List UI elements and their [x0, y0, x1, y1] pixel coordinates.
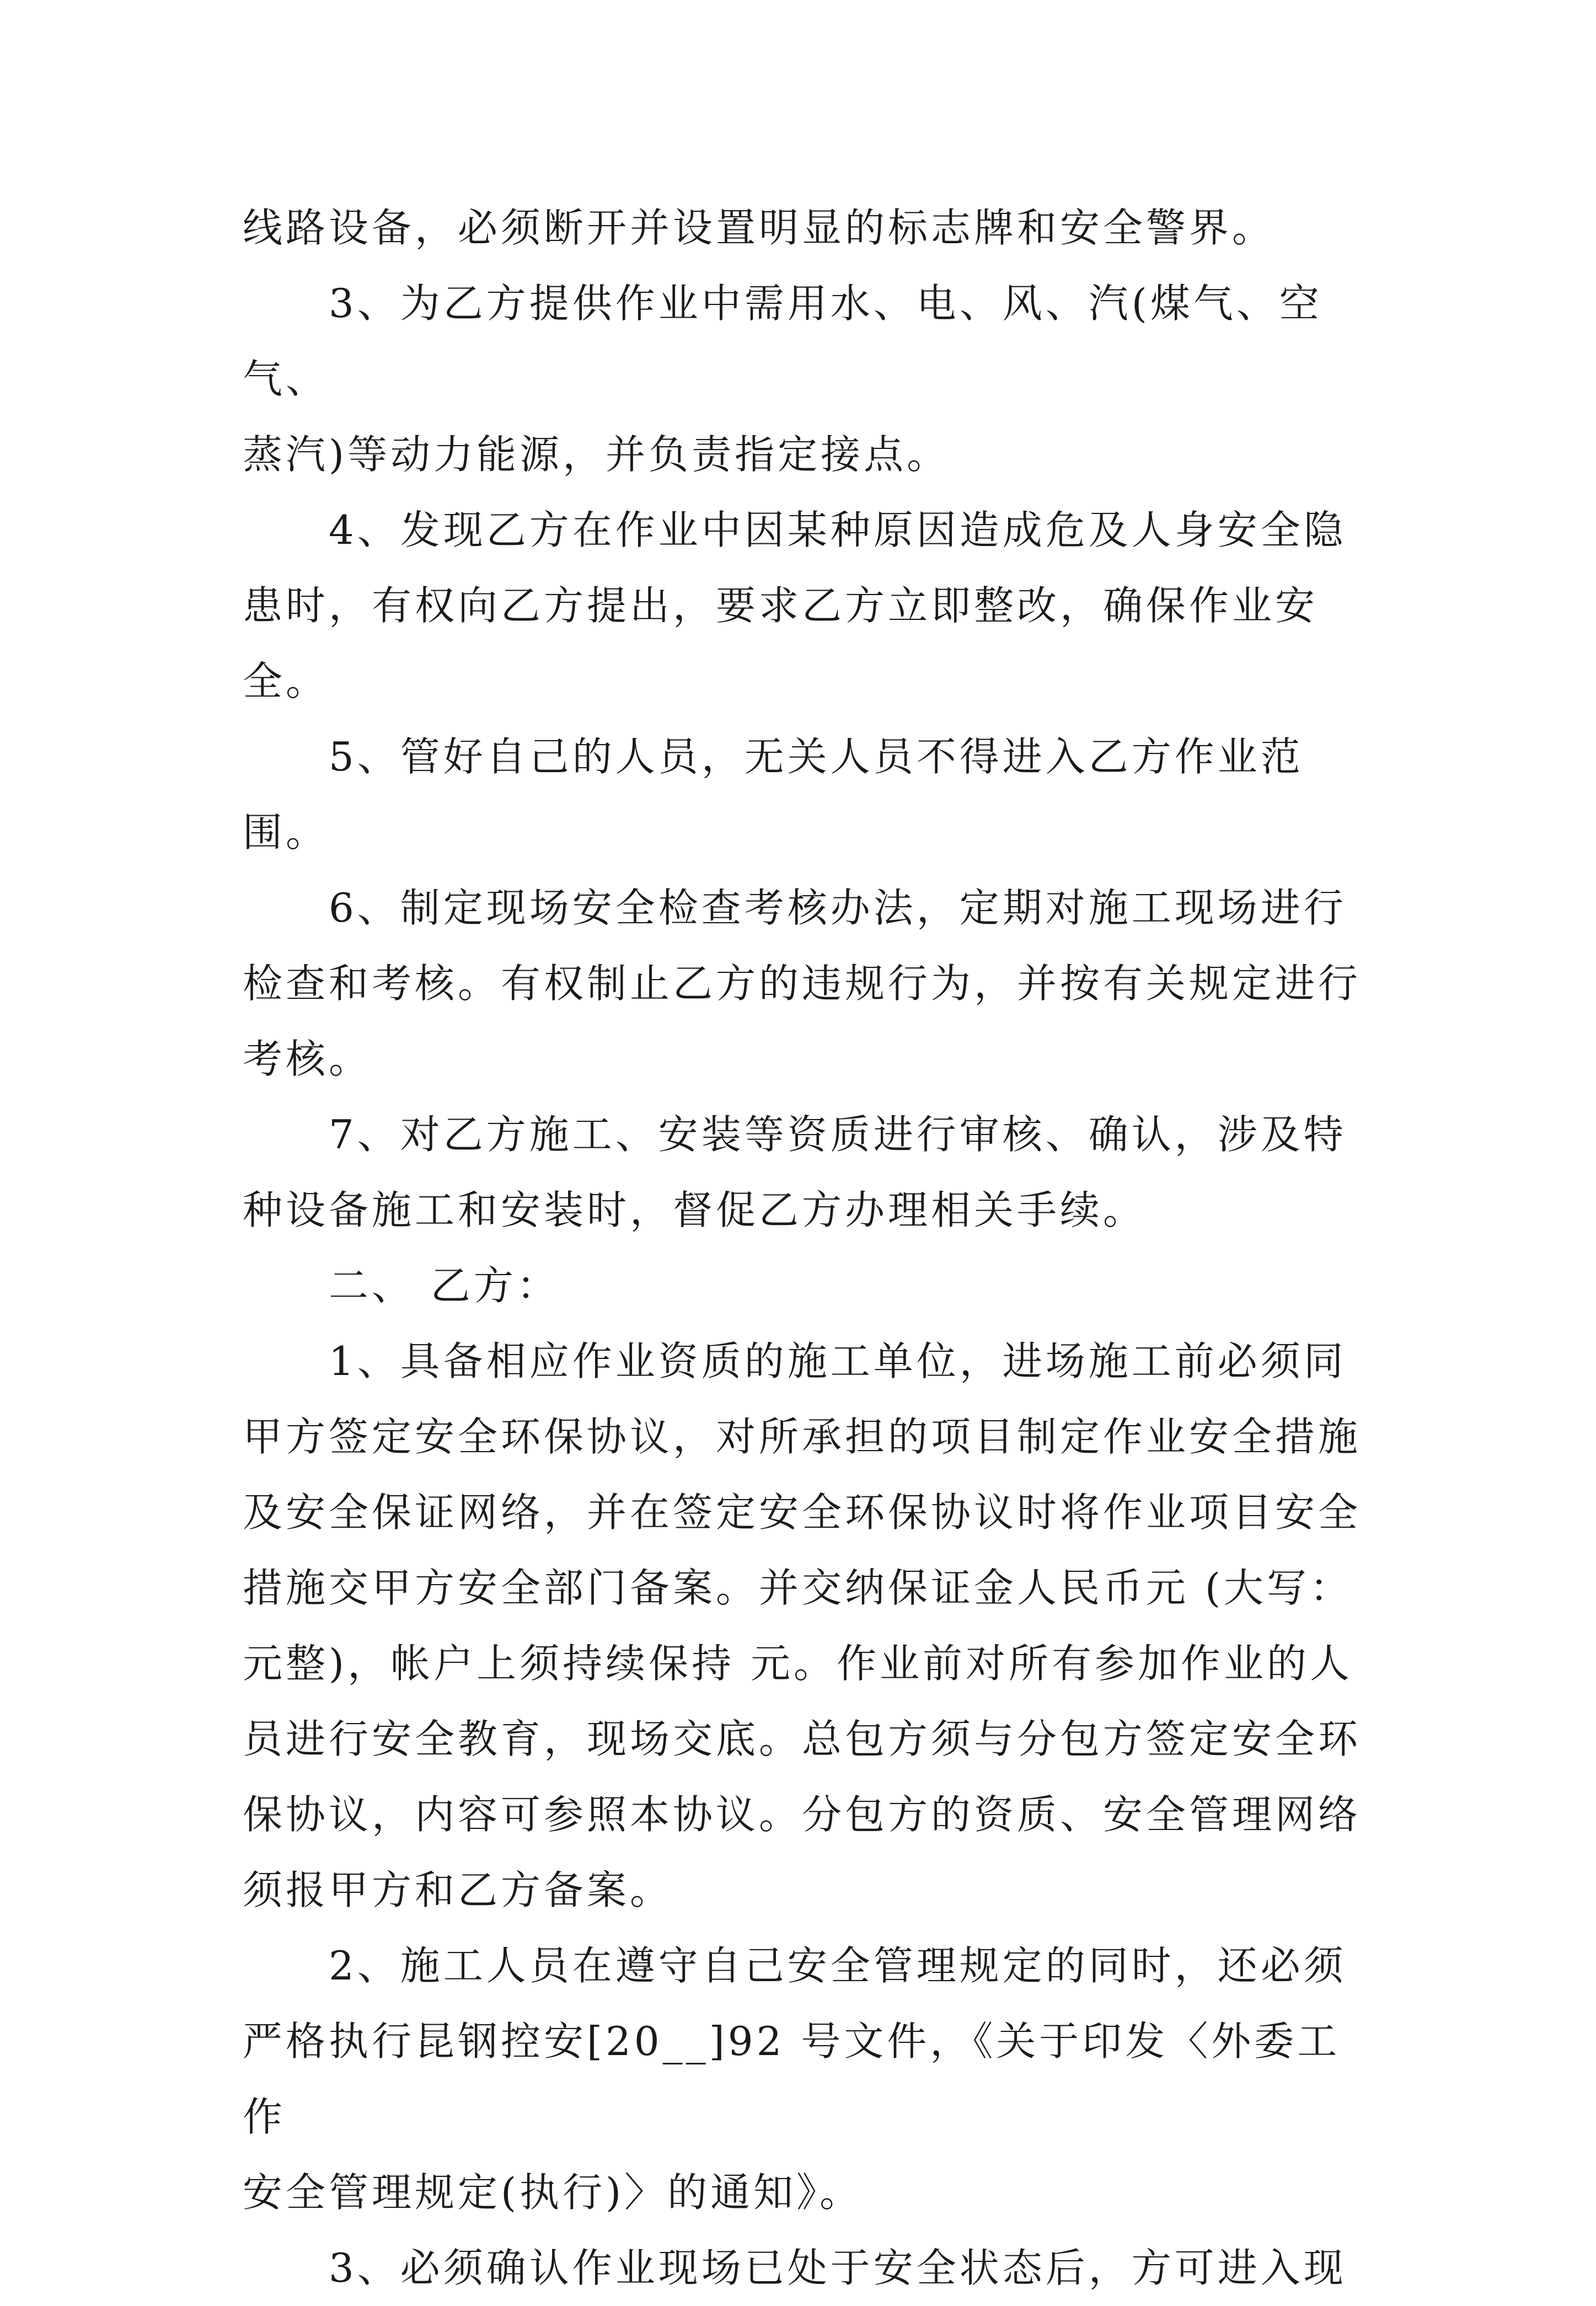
paragraph-2: 3、为乙方提供作业中需用水、电、风、汽(煤气、空气、 蒸汽)等动力能源，并负责指定接点。 [243, 280, 1322, 478]
paragraph-1: 线路设备，必须断开并设置明显的标志牌和安全警界。 [243, 205, 1276, 251]
paragraph-10: 3、必须确认作业现场已处于安全状态后，方可进入现 [329, 2245, 1347, 2291]
section-heading-party-b: 二、 乙方： [329, 1262, 560, 1309]
paragraph-6: 7、对乙方施工、安装等资质进行审核、确认，涉及特 种设备施工和安装时，督促乙方办理相关手续。 [243, 1111, 1347, 1233]
paragraph-5: 6、制定现场安全检查考核办法，定期对施工现场进行 检查和考核。有权制止乙方的违规行为，并按有关规定进行 考核。 [243, 885, 1362, 1082]
paragraph-3: 4、发现乙方在作业中因某种原因造成危及人身安全隐 患时，有权向乙方提出，要求乙方立即整改，确保作业安全。 [243, 507, 1347, 704]
paragraph-4: 5、管好自己的人员，无关人员不得进入乙方作业范围。 [243, 734, 1304, 855]
paragraph-9: 2、施工人员在遵守自己安全管理规定的同时，还必须 严格执行昆钢控安[20__]92 号文件，《关于印发〈外委工作 安全管理规定(执行)〉的通知》。 [243, 1943, 1347, 2216]
document-body [243, 190, 1362, 2306]
paragraph-8: 1、具备相应作业资质的施工单位，进场施工前必须同 甲方签定安全环保协议，对所承担的项目制定作业安全措施 及安全保证网络，并在签定安全环保协议时将作业项目安全 措施交甲方安全部门备案。并交纳保证金人民币元 (大写： 元整)，帐户上须持续保持 元。作业前对所有参加作业的人 员进行安全教育，现场交底。总包方须与分包方签定安全环 保协议，内容可参照本协议。分包方的资质、安全管理网络 须报甲方和乙方备案。 [243, 1338, 1362, 1913]
